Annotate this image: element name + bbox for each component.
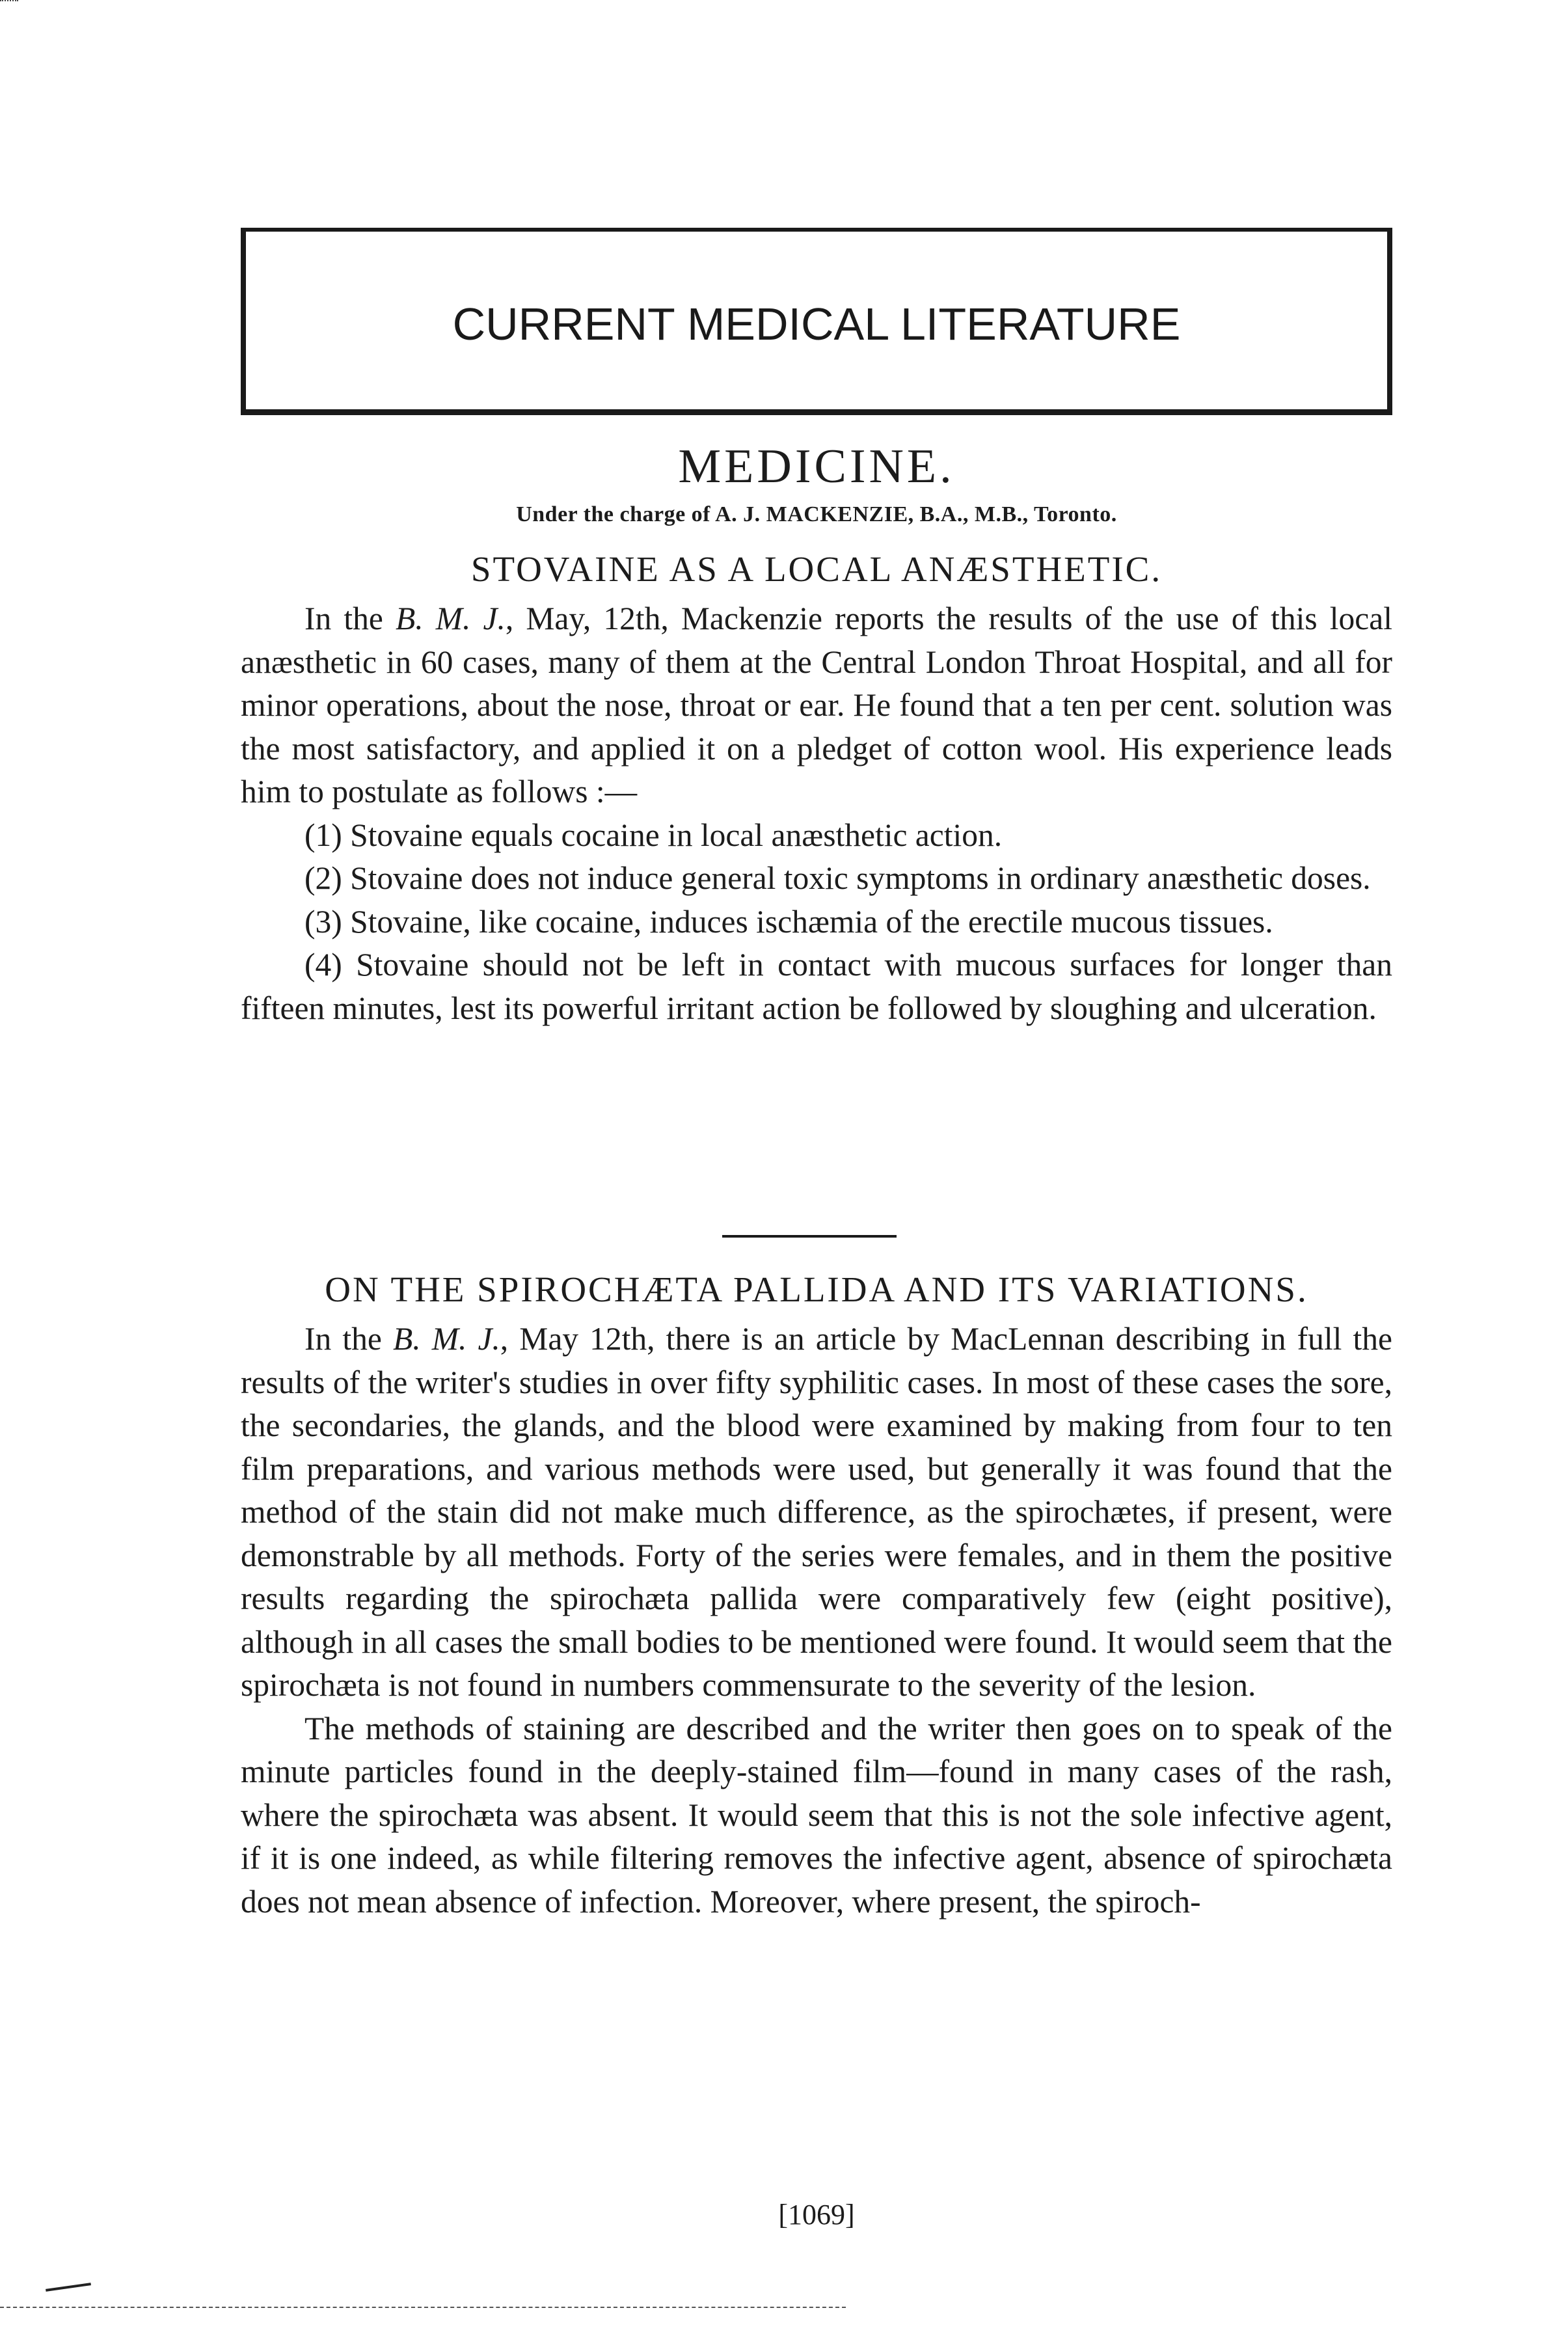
list-item: (4) Stovaine should not be left in contact with mucous surfaces for longer than fifteen minutes, lest its powerful irritant action be followed by sloughing and ulceration. <box>241 947 1392 1026</box>
paragraph: In the B. M. J., May, 12th, Mackenzie reports the results of the use of this local anæsthetic in 60 cases, many of them at the Central London Throat Hospital, and all for minor operations, about the nose, throat or ear. He found that a ten per cent. solution was the most satisfactory, and applied it on a pledget of cotton wool. His experience leads him to postulate as follows :— <box>241 601 1392 809</box>
scan-artifact-bottom <box>0 2307 846 2308</box>
list-item: (1) Stovaine equals cocaine in local anæsthetic action. <box>304 817 1003 853</box>
paragraph: The methods of staining are described and the writer then goes on to speak of the minute particles found in the deeply-stained film—found in many cases of the rash, where the spirochæta was absent. It would seem that this is not the sole infective agent, if it is one indeed, as while filtering removes the infective agent, absence of spirochæta does not mean absence of infection. Moreover, where present, the spiroch- <box>241 1710 1392 1920</box>
scan-artifact-top <box>0 0 18 4</box>
article-title-spirochaeta: ON THE SPIROCHÆTA PALLIDA AND ITS VARIATIONS. <box>325 1269 1308 1309</box>
journal-abbrev: B. M. J. <box>392 1321 500 1357</box>
banner-title: CURRENT MEDICAL LITERATURE <box>452 299 1181 349</box>
article-title-stovaine: STOVAINE AS A LOCAL ANÆSTHETIC. <box>470 549 1163 589</box>
article-body-spirochaeta <box>241 1318 1392 1923</box>
article-body-stovaine <box>241 597 1392 1030</box>
paragraph: In the B. M. J., May 12th, there is an article by MacLennan describing in full the results of the writer's studies in over fifty syphilitic cases. In most of these cases the sore, the secondaries, the glands, and the blood were examined by making from four to ten film preparations, and various methods were used, but generally it was found that the method of the stain did not make much difference, as the spirochætes, if present, were demonstrable by all methods. Forty of the series were females, and in them the positive results regarding the spirochæta pallida were comparatively few (eight positive), although in all cases the small bodies to be mentioned were found. It would seem that the spirochæta is not found in numbers commensurate to the severity of the lesion. <box>241 1321 1392 1703</box>
journal-abbrev: B. M. J. <box>395 601 506 636</box>
scan-artifact-dash <box>46 2283 91 2292</box>
section-divider <box>722 1235 897 1238</box>
editor-credit: Under the charge of A. J. MACKENZIE, B.A., M.B., Toronto. <box>516 502 1117 526</box>
list-item: (2) Stovaine does not induce general toxic symptoms in ordinary anæsthetic doses. <box>304 860 1371 896</box>
section-heading: MEDICINE. <box>678 440 955 493</box>
section-banner <box>241 228 1392 415</box>
page-number: [1069] <box>778 2199 855 2231</box>
list-item: (3) Stovaine, like cocaine, induces ischæmia of the erectile mucous tissues. <box>304 903 1273 940</box>
